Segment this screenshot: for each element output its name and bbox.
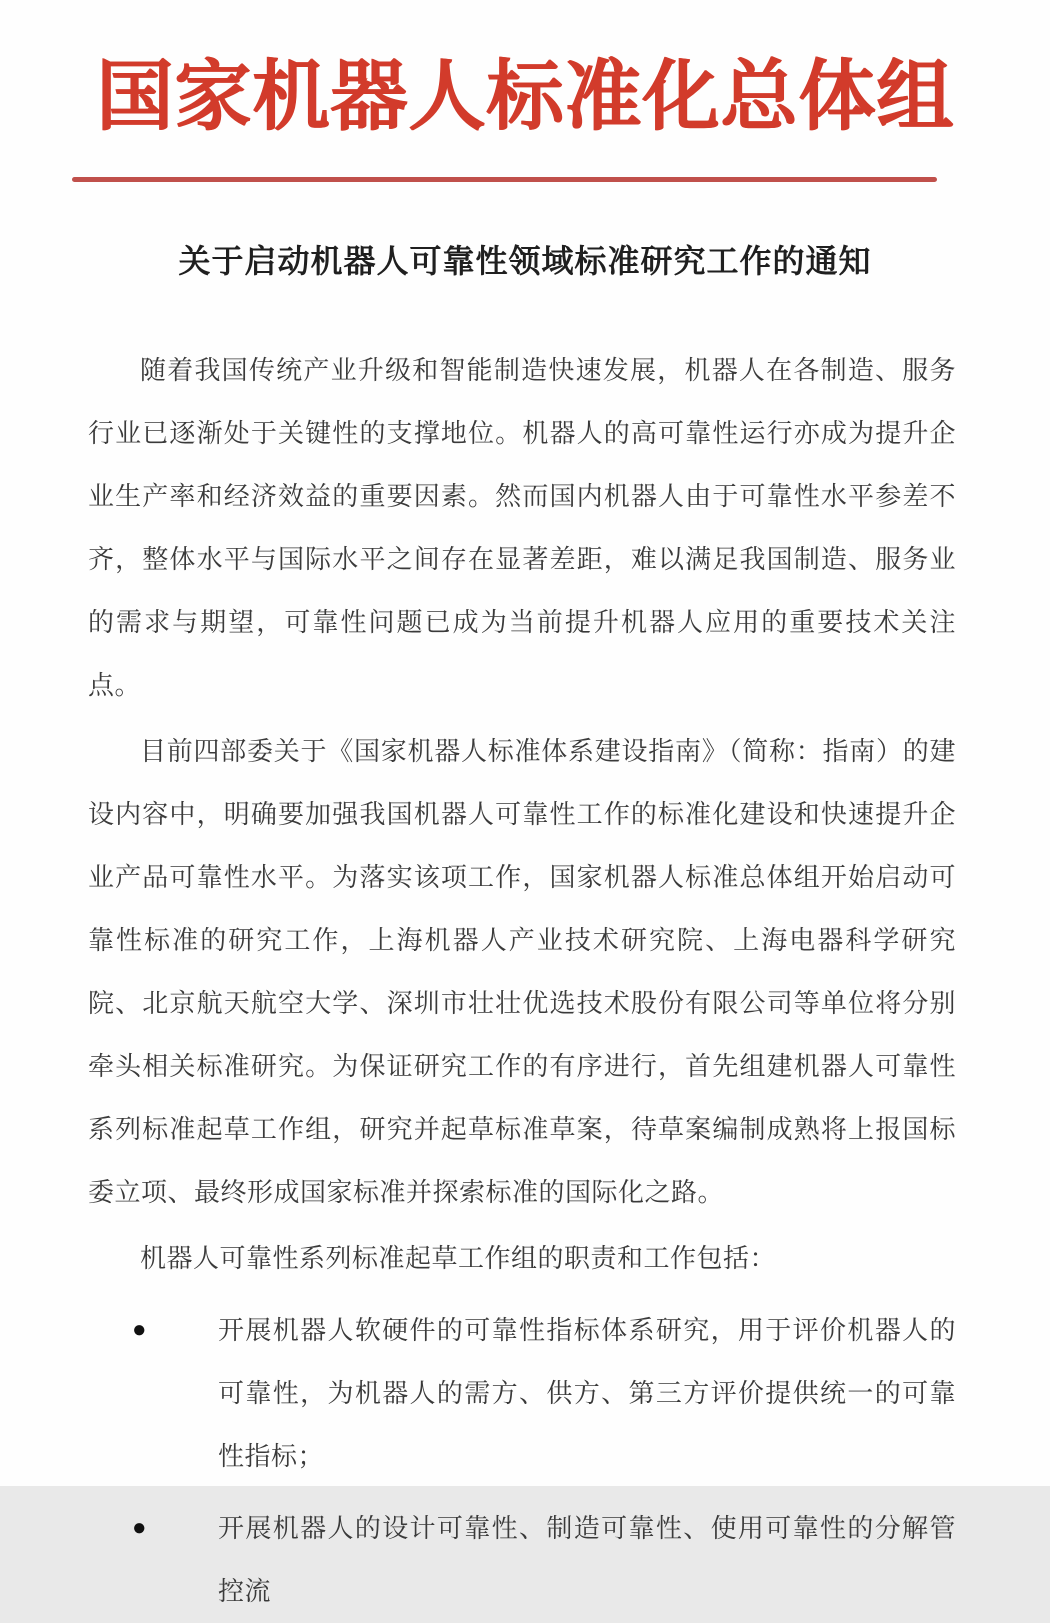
list-item [88,1299,956,1488]
bullet-dot-icon: ● [132,1316,147,1343]
list-item-text: 开展机器人的设计可靠性、制造可靠性、使用可靠性的分解管控流 [218,1513,956,1606]
notice-body [88,339,956,1623]
bullet-list [88,1299,956,1623]
body-paragraph-1: 随着我国传统产业升级和智能制造快速发展，机器人在各制造、服务行业已逐渐处于关键性的支撑地位。机器人的高可靠性运行亦成为提升企业生产率和经济效益的重要因素。然而国内机器人由于可靠性水平参差不齐，整体水平与国际水平之间存在显著差距，难以满足我国制造、服务业的需求与期望，可靠性问题已成为当前提升机器人应用的重要技术关注点。 [88,355,956,700]
masthead-rule [72,177,937,182]
org-masthead-title: 国家机器人标准化总体组 [96,54,954,140]
body-paragraph-lead-in: 机器人可靠性系列标准起草工作组的职责和工作包括： [140,1243,777,1273]
notice-title: 关于启动机器人可靠性领域标准研究工作的通知 [178,242,872,279]
list-item-text: 开展机器人软硬件的可靠性指标体系研究，用于评价机器人的可靠性，为机器人的需方、供方、第三方评价提供统一的可靠性指标； [218,1315,956,1471]
list-item [88,1497,956,1623]
bullet-dot-icon: ● [132,1514,147,1541]
body-paragraph-2: 目前四部委关于《国家机器人标准体系建设指南》（简称：指南）的建设内容中，明确要加强我国机器人可靠性工作的标准化建设和快速提升企业产品可靠性水平。为落实该项工作，国家机器人标准总体组开始启动可靠性标准的研究工作，上海机器人产业技术研究院、上海电器科学研究院、北京航天航空大学、深圳市壮壮优选技术股份有限公司等单位将分别牵头相关标准研究。为保证研究工作的有序进行，首先组建机器人可靠性系列标准起草工作组，研究并起草标准草案，待草案编制成熟将上报国标委立项、最终形成国家标准并探索标准的国际化之路。 [88,736,956,1207]
